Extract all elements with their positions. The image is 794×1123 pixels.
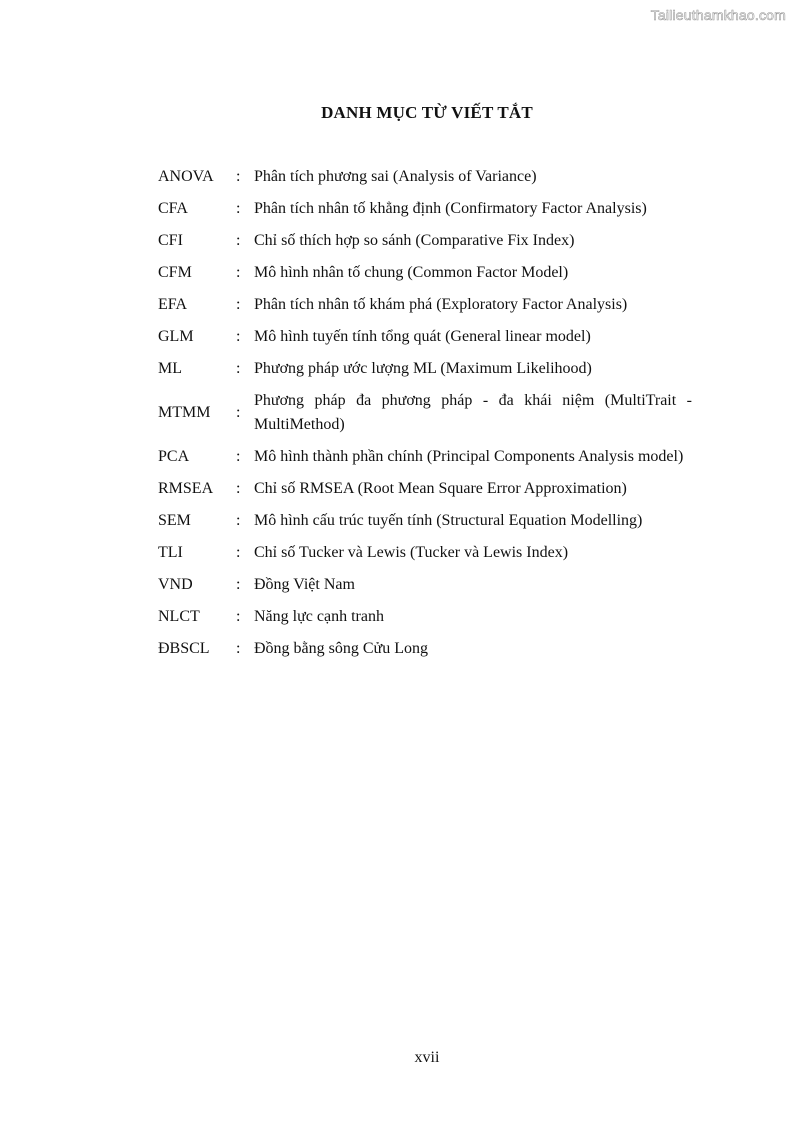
separator: : [236, 232, 241, 249]
abbreviation-term: EFA [158, 296, 188, 313]
separator: : [236, 512, 241, 529]
abbreviation-term: ML [158, 360, 182, 377]
abbreviation-term: CFM [158, 264, 192, 281]
separator: : [236, 168, 241, 185]
abbreviation-row [158, 445, 692, 469]
abbreviation-row [158, 573, 692, 597]
separator: : [236, 328, 241, 345]
abbreviation-description: Phân tích nhân tố khẳng định (Confirmatory Factor Analysis) [254, 200, 647, 217]
abbreviation-description: Phân tích phương sai (Analysis of Variance) [254, 168, 537, 185]
abbreviation-row [158, 197, 692, 221]
abbreviation-term: TLI [158, 544, 183, 561]
abbreviation-term: NLCT [158, 608, 200, 625]
separator: : [236, 544, 241, 561]
abbreviation-description: Chỉ số thích hợp so sánh (Comparative Fix Index) [254, 232, 575, 249]
abbreviation-description: Phân tích nhân tố khám phá (Exploratory Factor Analysis) [254, 296, 628, 313]
abbreviation-row [158, 325, 692, 349]
abbreviation-term: ANOVA [158, 168, 214, 185]
abbreviation-description: Chỉ số Tucker và Lewis (Tucker và Lewis Index) [254, 544, 569, 561]
abbreviation-row [158, 357, 692, 381]
abbreviation-row [158, 637, 692, 661]
abbreviation-description: Đồng Việt Nam [254, 576, 355, 593]
abbreviation-list [158, 165, 692, 669]
separator: : [236, 576, 241, 593]
separator: : [236, 448, 241, 465]
page-title: DANH MỤC TỪ VIẾT TẮT [321, 103, 533, 122]
abbreviation-term: RMSEA [158, 480, 214, 497]
abbreviation-description: Phương pháp ước lượng ML (Maximum Likelihood) [254, 360, 592, 377]
abbreviation-description: Mô hình tuyến tính tổng quát (General linear model) [254, 328, 591, 345]
abbreviation-term: PCA [158, 448, 190, 465]
separator: : [236, 480, 241, 497]
abbreviation-term: ĐBSCL [158, 640, 210, 657]
abbreviation-term: CFI [158, 232, 183, 249]
abbreviation-term: SEM [158, 512, 191, 529]
abbreviation-description: Mô hình nhân tố chung (Common Factor Model) [254, 264, 569, 281]
separator: : [236, 264, 241, 281]
abbreviation-row [158, 389, 692, 437]
page-number: xvii [414, 1049, 440, 1066]
abbreviation-row [158, 293, 692, 317]
watermark: Tailieuthamkhao.com [650, 7, 786, 23]
abbreviation-row [158, 165, 692, 189]
separator: : [236, 200, 241, 217]
abbreviation-row [158, 509, 692, 533]
abbreviation-term: CFA [158, 200, 188, 217]
abbreviation-description: Phương pháp đa phương pháp - đa khái niệm (MultiTrait - MultiMethod) [254, 392, 692, 433]
abbreviation-term: GLM [158, 328, 194, 345]
separator: : [236, 296, 241, 313]
abbreviation-description: Mô hình cấu trúc tuyến tính (Structural Equation Modelling) [254, 512, 643, 529]
separator: : [236, 608, 241, 625]
abbreviation-description: Mô hình thành phần chính (Principal Components Analysis model) [254, 448, 684, 465]
separator: : [236, 404, 241, 421]
abbreviation-description: Chỉ số RMSEA (Root Mean Square Error Approximation) [254, 480, 627, 497]
abbreviation-term: VND [158, 576, 193, 593]
abbreviation-row [158, 541, 692, 565]
separator: : [236, 640, 241, 657]
abbreviation-row [158, 605, 692, 629]
abbreviation-term: MTMM [158, 404, 211, 421]
abbreviation-row [158, 261, 692, 285]
abbreviation-description: Năng lực cạnh tranh [254, 608, 384, 625]
separator: : [236, 360, 241, 377]
abbreviation-row [158, 229, 692, 253]
abbreviation-description: Đồng bằng sông Cửu Long [254, 640, 428, 657]
abbreviation-row [158, 477, 692, 501]
